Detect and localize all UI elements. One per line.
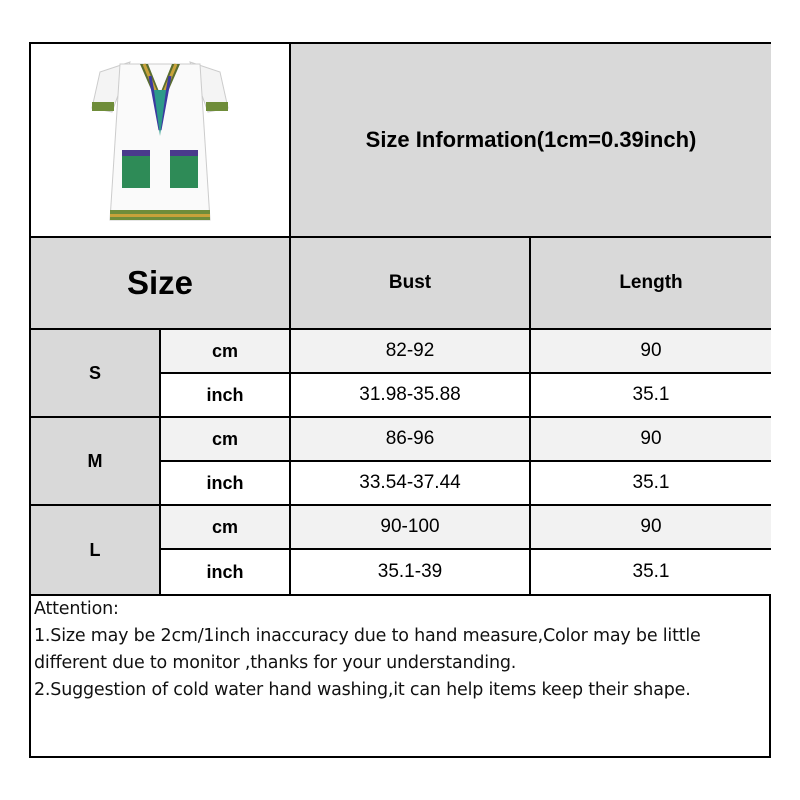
divider [31, 416, 769, 418]
divider [289, 44, 291, 594]
header-cell [291, 44, 771, 236]
unit-cell [161, 374, 289, 416]
size-label: L [89, 539, 101, 560]
size-header: Size [126, 264, 194, 301]
divider [31, 504, 769, 506]
attention-notes [34, 596, 770, 704]
length-value: 90 [640, 428, 662, 449]
bust-value-cell [291, 506, 529, 548]
bust-value: 90-100 [380, 516, 440, 537]
divider [529, 238, 531, 594]
size-m-cell [31, 418, 159, 504]
unit-label: inch [206, 384, 244, 405]
size-s-cell [31, 330, 159, 416]
unit-label: inch [206, 561, 244, 582]
size-l-cell [31, 506, 159, 594]
bust-value-cell [291, 418, 529, 460]
divider [159, 330, 161, 594]
unit-cell [161, 330, 289, 372]
length-value-cell [531, 506, 771, 548]
bust-header: Bust [388, 272, 432, 293]
bust-value: 31.98-35.88 [359, 384, 461, 405]
unit-label: inch [206, 472, 244, 493]
length-value-cell [531, 550, 771, 594]
bust-value-cell [291, 374, 529, 416]
size-label: M [87, 450, 103, 471]
bust-value: 35.1-39 [377, 561, 443, 582]
attention-line: different due to monitor ,thanks for your understanding. [34, 653, 517, 673]
length-value: 35.1 [632, 384, 670, 405]
dress-image [60, 50, 260, 230]
size-label: S [88, 362, 101, 383]
bust-value-cell [291, 550, 529, 594]
length-value: 35.1 [632, 561, 670, 582]
divider [31, 328, 769, 330]
unit-cell [161, 462, 289, 504]
unit-cell [161, 550, 289, 594]
divider [159, 460, 769, 462]
size-chart [29, 42, 771, 758]
divider [31, 236, 769, 238]
unit-cell [161, 418, 289, 460]
attention-line: 1.Size may be 2cm/1inch inaccuracy due to hand measure,Color may be little [34, 626, 701, 646]
size-info-title: Size Information(1cm=0.39inch) [365, 127, 697, 152]
size-header-cell [31, 238, 289, 328]
length-value-cell [531, 374, 771, 416]
unit-label: cm [211, 516, 238, 537]
length-value: 90 [640, 516, 662, 537]
bust-value: 86-96 [385, 428, 435, 449]
length-header: Length [619, 272, 683, 293]
length-value: 90 [640, 340, 662, 361]
product-image-cell [31, 44, 289, 236]
bust-header-cell [291, 238, 529, 328]
bust-value-cell [291, 462, 529, 504]
length-header-cell [531, 238, 771, 328]
unit-label: cm [211, 428, 238, 449]
bust-value: 82-92 [385, 340, 435, 361]
attention-line: 2.Suggestion of cold water hand washing,it can help items keep their shape. [34, 680, 691, 700]
attention-heading: Attention: [34, 599, 119, 619]
length-value-cell [531, 462, 771, 504]
divider [159, 548, 769, 550]
unit-label: cm [211, 340, 238, 361]
length-value: 35.1 [632, 472, 670, 493]
bust-value: 33.54-37.44 [359, 472, 461, 493]
divider [159, 372, 769, 374]
bust-value-cell [291, 330, 529, 372]
length-value-cell [531, 330, 771, 372]
unit-cell [161, 506, 289, 548]
length-value-cell [531, 418, 771, 460]
